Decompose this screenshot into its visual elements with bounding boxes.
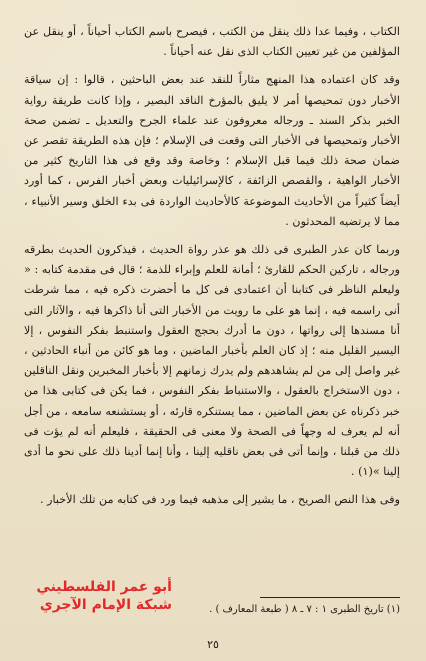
paragraph-1: الكتاب ، وفيما عدا ذلك ينقل من الكتب ، فيصرح باسم الكتاب أحياناً ، أو ينقل عن المؤلفين من غير تعيين الكتاب الذى نقل عنه أحياناً .: [24, 25, 400, 59]
paragraph-4: وفى هذا النص الصريح ، ما يشير إلى مذهبه فيما ورد فى كتابه من تلك الأخبار .: [40, 493, 400, 507]
page-number: ٢٥: [207, 638, 219, 651]
paragraph-3: وربما كان عذر الطبرى فى ذلك هو عذر رواة الحديث ، فيذكرون الحديث بطرقه ورجاله ، تاركين الحكم للقارئ ؛ أمانة للعلم وإبراء للذمة ؛ قال فى مقدمة كتابه : « وليعلم الناظر فى كتابنا أن اعتمادى فى كل ما أحضرت ذكره فيه ، مما شرطت أنى راسمه فيه ، إنما هو على ما رويت من الأخبار التى أنا ذاكرها فيه ، والآثار التى أنا مسندها إلى رواتها ، دون ما أدرك بحجج العقول واستنبط بفكر النفوس ، إلا اليسير القليل منه ؛ إذ كان العلم بأخبار الماضين ، وما هو كائن من أنباء الحادثين ، غير واصل إلى من لم يشاهدهم ولم يدرك زمانهم إلا بأخبار المخبرين ونقل الناقلين ، دون الاستخراج بالعقول ، والاستنباط بفكر النفوس ، فما يكن فى كتابى هذا من خبر ذكرناه عن بعض الماضين ، مما يستنكره قارئه ، أو يستشنعه سامعه ، من أجل أنه لم يعرف له وجهاً فى الصحة ولا معنى فى الحقيقة ، فليعلم أنه لم يؤت فى ذلك من قبلنا ، وإنما أتى فى بعض ناقليه إلينا ، وأنا إنما أدينا ذلك على نحو ما أدى إلينا »(١) .: [24, 243, 400, 479]
footnote-separator: [260, 597, 400, 598]
watermark-line-2: شبكة الإمام الآجري: [39, 597, 172, 613]
watermark: [16, 578, 172, 614]
watermark-line-1: أبو عمر الفلسطيني: [36, 579, 172, 595]
document-body: [24, 22, 400, 511]
footnote: (١) تاريخ الطبرى ١ : ٧ ـ ٨ ( طبعة المعارف ) .: [209, 604, 400, 615]
paragraph-2: وقد كان اعتماده هذا المنهج مثاراً للنقد عند بعض الباحثين ، قالوا : إن سياقة الأخبار دون تمحيصها أمر لا يليق بالمؤرخ الناقد البصير ، وإذا كانت طريقة رواية الخبر بذكر السند ـ ورجاله معروفون عند علماء الجرح والتعديل ـ تضمن صحة الأخبار وتمحيصها فى الأخبار التى وقعت فى الإسلام ؛ فإن هذه الطريقة تقصر عن ضمان صحة ذلك فيما قبل الإسلام ؛ وخاصة وقد وقع فى هذا التاريخ كثير من الأخبار الواهية ، والقصص الزائفة ، كالإسرائيليات وبعض أخبار الفرس ، كما أورد أيضاً كثيراً من الأحاديث الموضوعة كالأحاديث الواردة فى بدء الخلق وسير الأنبياء ، مما لا يرتضيه المحدثون .: [24, 73, 400, 228]
